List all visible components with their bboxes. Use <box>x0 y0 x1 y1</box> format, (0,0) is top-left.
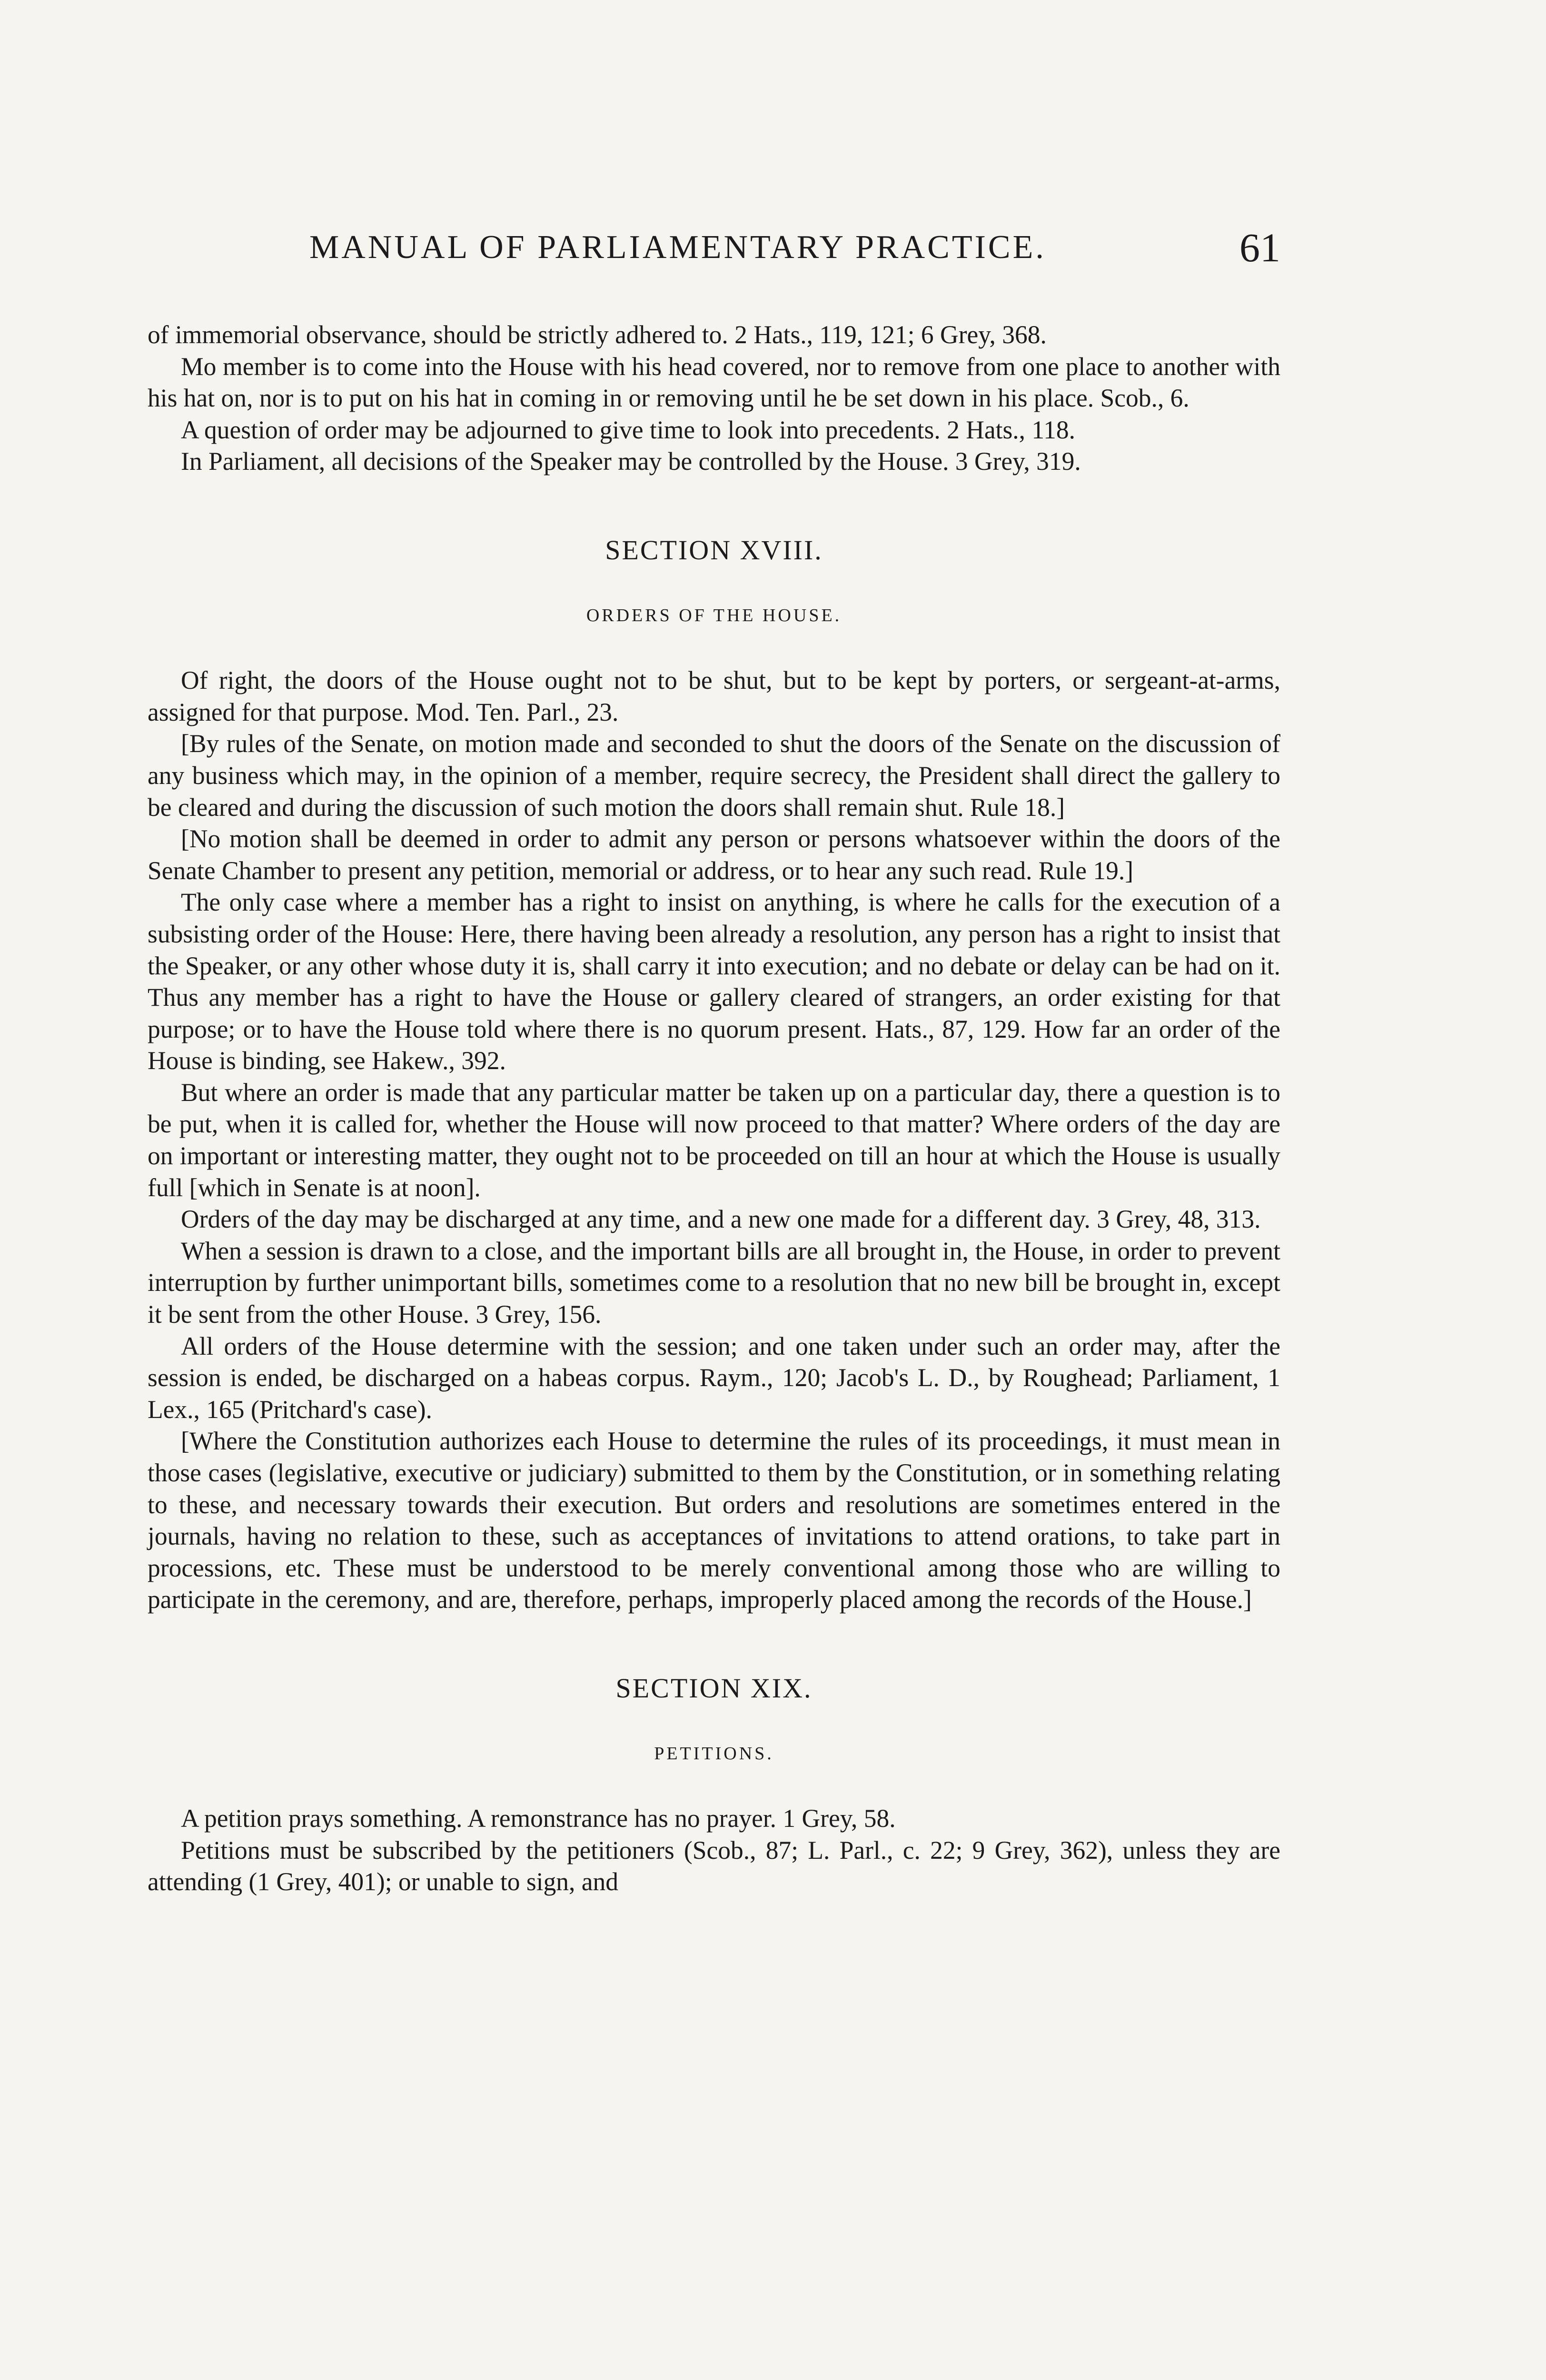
paragraph: Of right, the doors of the House ought not to be shut, but to be kept by porters, or sergeant-at-arms, assigned for that purpose. Mod. Ten. Parl., 23. <box>148 666 1280 726</box>
book-page <box>148 224 1280 1898</box>
paragraph: Petitions must be subscribed by the petitioners (Scob., 87; L. Parl., c. 22; 9 Grey, 362), unless they are attending (1 Grey, 401); or unable to sign, and <box>148 1835 1280 1896</box>
page-number: 61 <box>1239 225 1280 270</box>
paragraph: [By rules of the Senate, on motion made and seconded to shut the doors of the Senate on the discussion of any business which may, in the opinion of a member, require secrecy, the President shall direct the gallery to be cleared and during the discussion of such motion the doors shall remain shut. Rule 18.] <box>148 729 1280 822</box>
section-subheading: ORDERS OF THE HOUSE. <box>586 605 842 625</box>
paragraph: [No motion shall be deemed in order to admit any person or persons whatsoever within the doors of the Senate Chamber to present any petition, memorial or address, or to hear any such read. Rule 19.] <box>148 824 1280 885</box>
body-text <box>148 319 1280 1898</box>
paragraph: All orders of the House determine with the session; and one taken under such an order may, after the session is ended, be discharged on a habeas corpus. Raym., 120; Jacob's L. D., by Roughead; Parliament, 1 Lex., 165 (Pritchard's case). <box>148 1331 1280 1424</box>
paragraph: But where an order is made that any particular matter be taken up on a particular day, there a question is to be put, when it is called for, whether the House will now proceed to that matter? Where orders of the day are on important or interesting matter, they ought not to be proceeded on till an hour at which the House is usually full [which in Senate is at noon]. <box>148 1078 1280 1202</box>
running-title: MANUAL OF PARLIAMENTARY PRACTICE. <box>309 229 1046 266</box>
running-head <box>148 224 1280 286</box>
section-subheading: PETITIONS. <box>654 1743 774 1764</box>
paragraph: In Parliament, all decisions of the Speaker may be controlled by the House. 3 Grey, 319. <box>181 447 1081 476</box>
paragraph: [Where the Constitution authorizes each House to determine the rules of its proceedings, it must mean in those cases (legislative, executive or judiciary) submitted to them by the Constitution, or in something relating to these, and necessary towards their execution. But orders and resolutions are sometimes entered in the journals, having no relation to these, such as acceptances of invitations to attend orations, to take part in processions, etc. These must be understood to be merely conventional among those who are willing to participate in the ceremony, and are, therefore, perhaps, improperly placed among the records of the House.] <box>148 1427 1280 1614</box>
paragraph: A petition prays something. A remonstrance has no prayer. 1 Grey, 58. <box>181 1804 896 1833</box>
paragraph: The only case where a member has a right to insist on anything, is where he calls for the execution of a subsisting order of the House: Here, there having been already a resolution, any person has a right to insist that the Speaker, or any other whose duty it is, shall carry it into execution; and no debate or delay can be had on it. Thus any member has a right to have the House or gallery cleared of strangers, an order existing for that purpose; or to have the House told where there is no quorum present. Hats., 87, 129. How far an order of the House is binding, see Hakew., 392. <box>148 888 1280 1075</box>
paragraph: Mo member is to come into the House with his head covered, nor to remove from one place to another with his hat on, nor is to put on his hat in coming in or removing until he be set down in his place. Scob., 6. <box>148 352 1280 413</box>
paragraph: Orders of the day may be discharged at any time, and a new one made for a different day. 3 Grey, 48, 313. <box>181 1205 1261 1234</box>
section-heading: SECTION XVIII. <box>605 534 823 565</box>
paragraph: When a session is drawn to a close, and the important bills are all brought in, the House, in order to prevent interruption by further unimportant bills, sometimes come to a resolution that no new bill be brought in, except it be sent from the other House. 3 Grey, 156. <box>148 1236 1280 1329</box>
paragraph-continuation: of immemorial observance, should be strictly adhered to. 2 Hats., 119, 121; 6 Grey, 368. <box>148 320 1047 349</box>
paragraph: A question of order may be adjourned to give time to look into precedents. 2 Hats., 118. <box>181 415 1076 444</box>
section-heading: SECTION XIX. <box>615 1672 813 1704</box>
